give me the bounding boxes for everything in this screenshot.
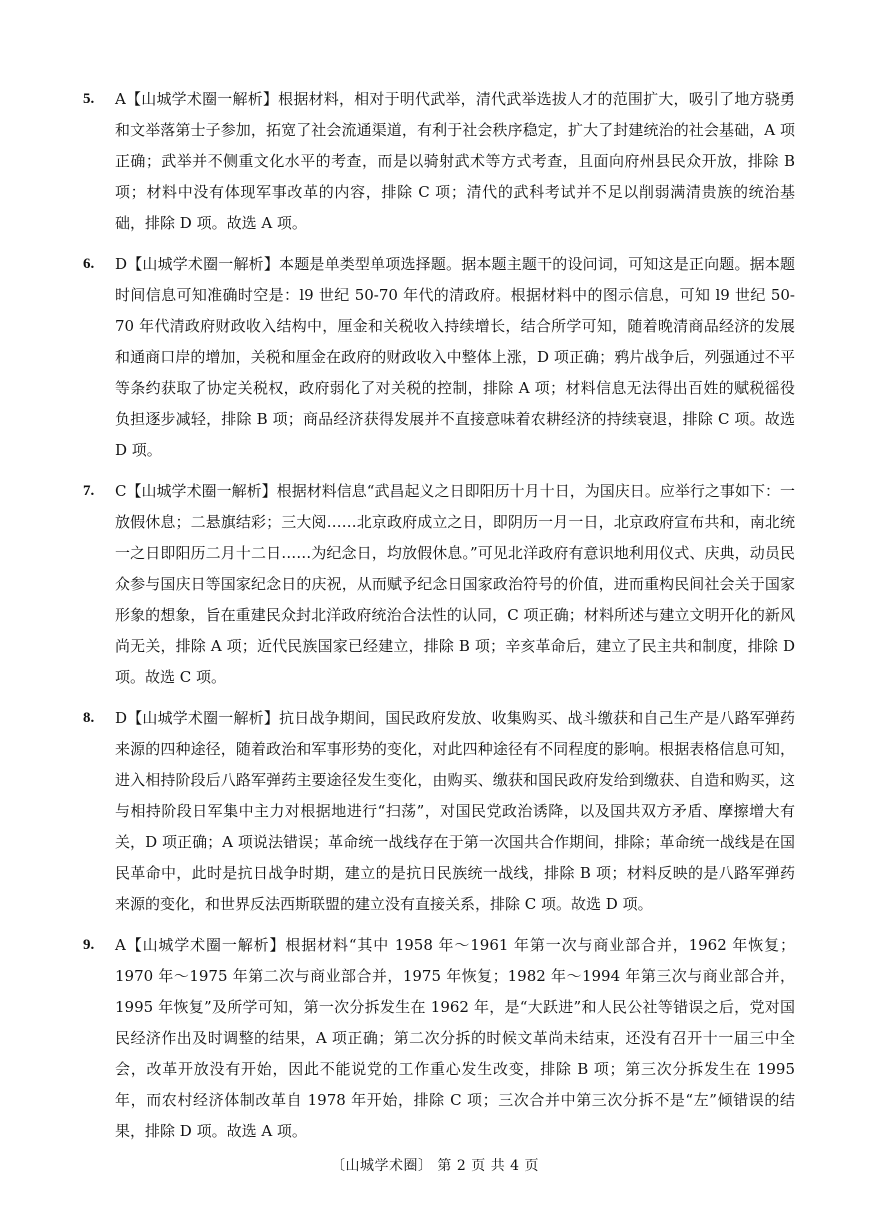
answer-item-8: [83, 703, 795, 920]
answer-item-6: [83, 249, 795, 466]
answer-explanation: C【山城学术圈一解析】根据材料信息“武昌起义之日即阳历十月十日，为国庆日。应举行之事如下：一放假休息；二悬旗结彩；三大阅……北京政府成立之日，即阴历一月一日，北京政府宣布共和，南北统一之日即阳历二月十二日……为纪念日，均放假休息。”可见北洋政府有意识地利用仪式、庆典，动员民众参与国庆日等国家纪念日的庆祝，从而赋予纪念日国家政治符号的价值，进而重构民间社会关于国家形象的想象，旨在重建民众封北洋政府统治合法性的认同，C 项正确；材料所述与建立文明开化的新风尚无关，排除 A 项；近代民族国家已经建立，排除 B 项；辛亥革命后，建立了民主共和制度，排除 D 项。故选 C 项。: [115, 482, 795, 686]
question-number: 9.: [83, 937, 95, 953]
question-number: 5.: [83, 91, 95, 107]
answer-list: [83, 84, 795, 1157]
question-number: 8.: [83, 710, 95, 726]
page-footer: 〔山城学术圈〕 第 2 页 共 4 页: [330, 1158, 539, 1174]
answer-item-5: [83, 84, 795, 239]
answer-explanation: A【山城学术圈一解析】根据材料，相对于明代武举，清代武举选拔人才的范围扩大，吸引了地方骁勇和文举落第士子参加，拓宽了社会流通渠道，有利于社会秩序稳定，扩大了封建统治的社会基础，A 项正确；武举并不侧重文化水平的考查，而是以骑射武术等方式考查，且面向府州县民众开放，排除 B 项；材料中没有体现军事改革的内容，排除 C 项；清代的武科考试并不足以削弱满清贵族的统治基础，排除 D 项。故选 A 项。: [115, 90, 795, 232]
answer-explanation: D【山城学术圈一解析】抗日战争期间，国民政府发放、收集购买、战斗缴获和自己生产是八路军弹药来源的四种途径，随着政治和军事形势的变化，对此四种途径有不同程度的影响。根据表格信息可知，进入相持阶段后八路军弹药主要途径发生变化，由购买、缴获和国民政府发给到缴获、自造和购买，这与相持阶段日军集中主力对根据地进行“扫荡”，对国民党政治诱降，以及国共双方矛盾、摩擦增大有关，D 项正确；A 项说法错误；革命统一战线存在于第一次国共合作期间，排除；革命统一战线是在国民革命中，此时是抗日战争时期，建立的是抗日民族统一战线，排除 B 项；材料反映的是八路军弹药来源的变化，和世界反法西斯联盟的建立没有直接关系，排除 C 项。故选 D 项。: [115, 709, 795, 913]
answer-explanation: D【山城学术圈一解析】本题是单类型单项选择题。据本题主题干的设问词，可知这是正向题。据本题时间信息可知准确时空是：l9 世纪 50-70 年代的清政府。根据材料中的图示信息，可知 l9 世纪 50-70 年代清政府财政收入结构中，厘金和关税收入持续增长，结合所学可知，随着晚清商品经济的发展和通商口岸的增加，关税和厘金在政府的财政收入中整体上涨，D 项正确；鸦片战争后，列强通过不平等条约获取了协定关税权，政府弱化了对关税的控制，排除 A 项；材料信息无法得出百姓的赋税徭役负担逐步减轻，排除 B 项；商品经济获得发展并不直接意味着农耕经济的持续衰退，排除 C 项。故选 D 项。: [115, 255, 795, 459]
answer-item-7: [83, 476, 795, 693]
answer-explanation: A【山城学术圈一解析】根据材料“其中 1958 年～1961 年第一次与商业部合并，1962 年恢复；1970 年～1975 年第二次与商业部合并，1975 年恢复；1982 年～1994 年第三次与商业部合并，1995 年恢复”及所学可知，第一次分拆发生在 1962 年，是“大跃进”和人民公社等错误之后，党对国民经济作出及时调整的结果，A 项正确；第二次分拆的时候文革尚未结束，还没有召开十一届三中全会，改革开放没有开始，因此不能说党的工作重心发生改变，排除 B 项；第三次分拆发生在 1995 年，而农村经济体制改革自 1978 年开始，排除 C 项；三次合并中第三次分拆不是“左”倾错误的结果，排除 D 项。故选 A 项。: [115, 936, 795, 1140]
question-number: 6.: [83, 256, 95, 272]
question-number: 7.: [83, 483, 95, 499]
answer-item-9: [83, 930, 795, 1147]
